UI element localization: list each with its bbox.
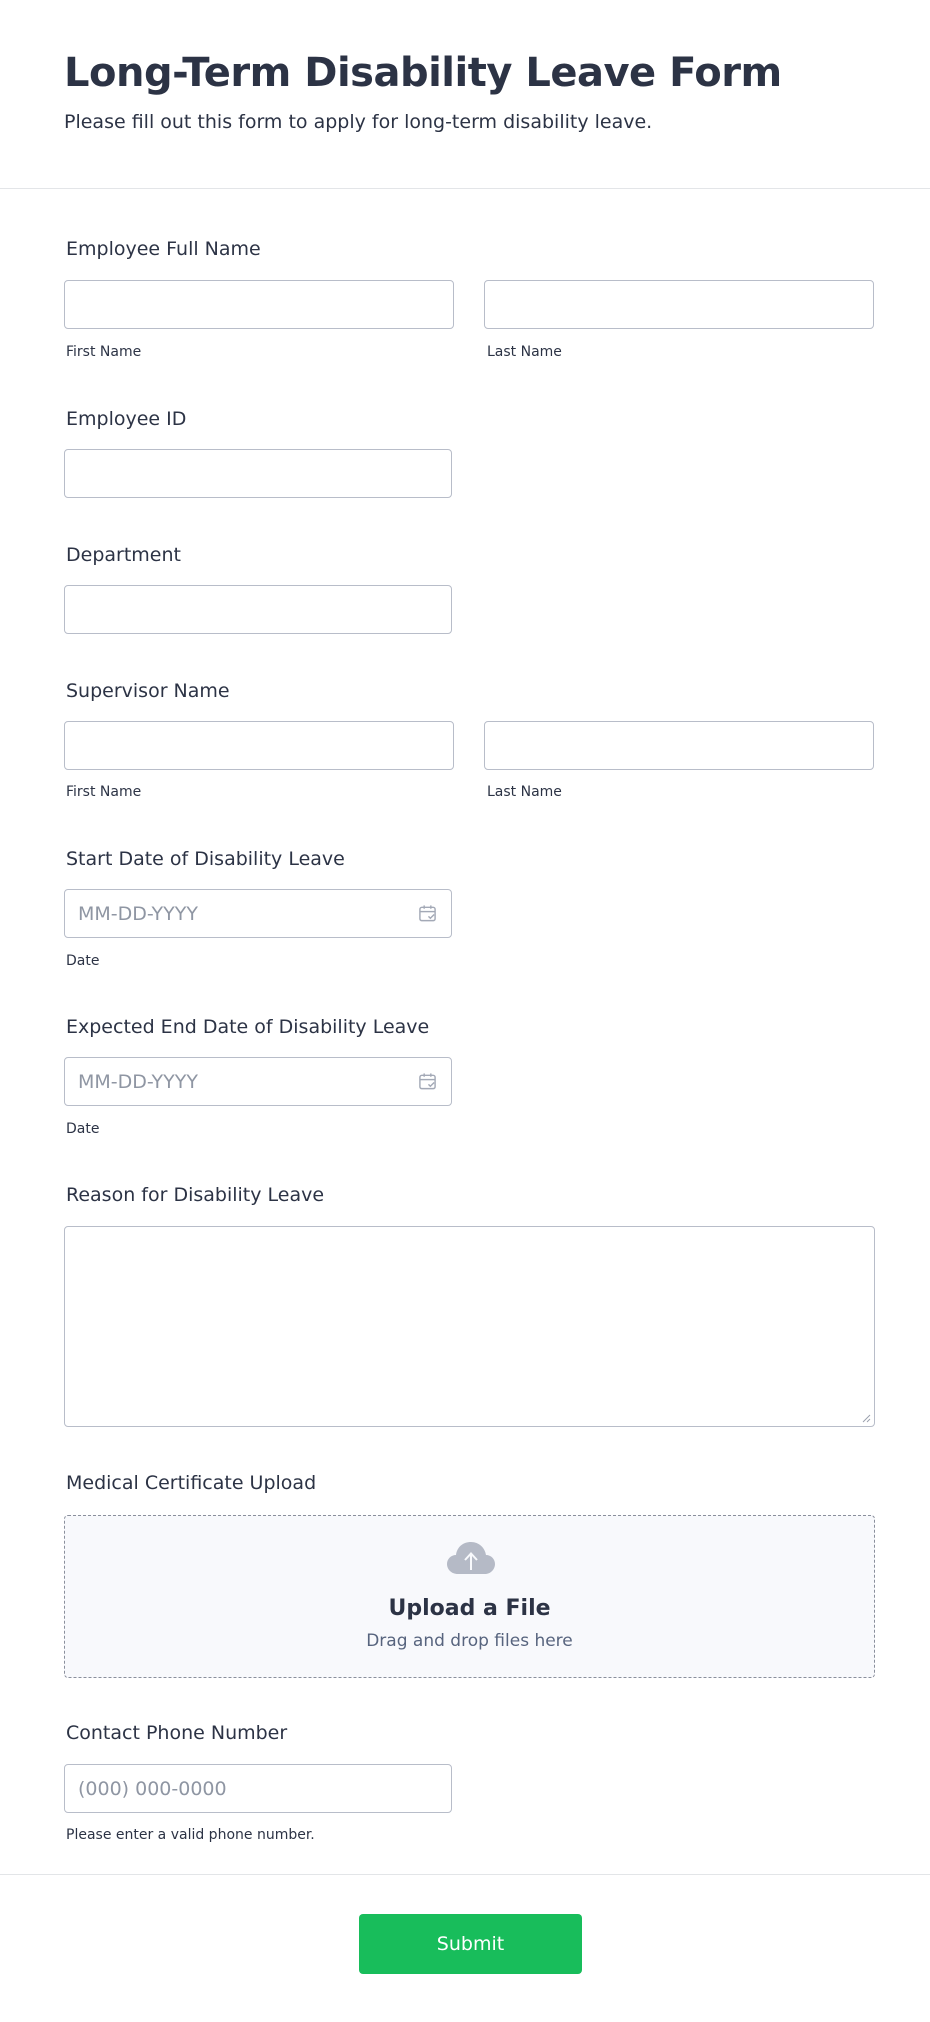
form-footer xyxy=(0,1874,930,2022)
supervisor-last-name-input[interactable] xyxy=(484,721,874,770)
phone-input[interactable] xyxy=(64,1764,452,1813)
end-date-label: Expected End Date of Disability Leave xyxy=(66,1016,430,1038)
supervisor-first-name-sublabel: First Name xyxy=(66,784,142,800)
calendar-icon[interactable] xyxy=(418,904,437,923)
upload-subtitle: Drag and drop files here xyxy=(366,1631,573,1651)
department-input[interactable] xyxy=(64,585,452,634)
phone-sublabel: Please enter a valid phone number. xyxy=(66,1827,315,1843)
submit-button[interactable]: Submit xyxy=(359,1914,582,1974)
resize-grip-icon[interactable] xyxy=(861,1413,871,1423)
calendar-icon[interactable] xyxy=(418,1072,437,1091)
supervisor-first-name-input[interactable] xyxy=(64,721,454,770)
form-title: Long-Term Disability Leave Form xyxy=(64,50,782,96)
department-label: Department xyxy=(66,544,181,566)
supervisor-name-label: Supervisor Name xyxy=(66,680,230,702)
employee-id-input[interactable] xyxy=(64,449,452,498)
employee-name-label: Employee Full Name xyxy=(66,238,261,260)
employee-first-name-input[interactable] xyxy=(64,280,454,329)
supervisor-last-name-sublabel: Last Name xyxy=(487,784,562,800)
end-date-input[interactable] xyxy=(64,1057,452,1106)
end-date-sublabel: Date xyxy=(66,1121,100,1137)
cloud-upload-icon xyxy=(446,1540,496,1576)
medical-upload-label: Medical Certificate Upload xyxy=(66,1472,317,1494)
start-date-sublabel: Date xyxy=(66,953,100,969)
employee-id-label: Employee ID xyxy=(66,408,187,430)
employee-last-name-sublabel: Last Name xyxy=(487,344,562,360)
reason-textarea[interactable] xyxy=(64,1226,875,1427)
end-date-placeholder: MM-DD-YYYY xyxy=(78,1071,198,1093)
start-date-label: Start Date of Disability Leave xyxy=(66,848,345,870)
phone-placeholder: (000) 000-0000 xyxy=(78,1778,227,1800)
upload-title: Upload a File xyxy=(388,1596,551,1621)
start-date-input[interactable] xyxy=(64,889,452,938)
file-upload-dropzone[interactable] xyxy=(64,1515,875,1678)
phone-label: Contact Phone Number xyxy=(66,1722,288,1744)
employee-first-name-sublabel: First Name xyxy=(66,344,142,360)
start-date-placeholder: MM-DD-YYYY xyxy=(78,903,198,925)
form-subtitle: Please fill out this form to apply for long-term disability leave. xyxy=(64,111,653,133)
form-header xyxy=(0,0,930,189)
reason-label: Reason for Disability Leave xyxy=(66,1184,325,1206)
employee-last-name-input[interactable] xyxy=(484,280,874,329)
